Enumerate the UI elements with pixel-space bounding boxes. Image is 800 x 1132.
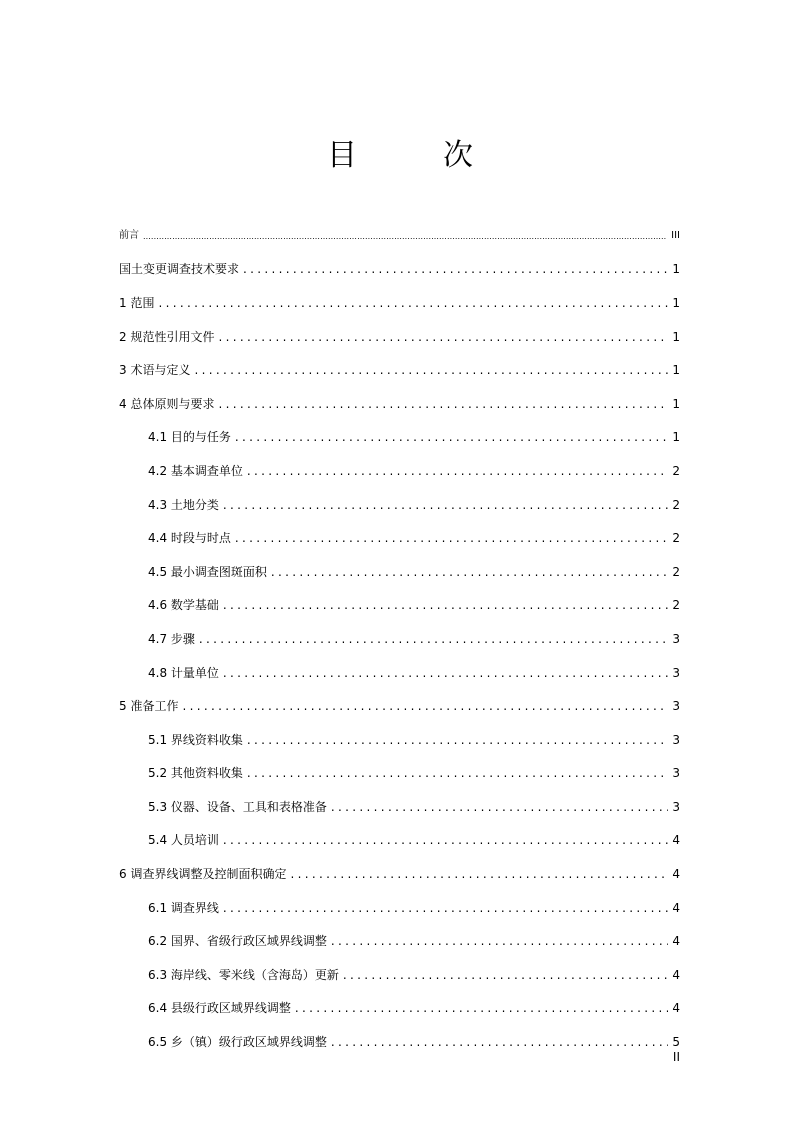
toc-entry-page: 2 — [672, 531, 680, 546]
toc-entry-label: 4.1 目的与任务 — [148, 430, 231, 445]
toc-entry-page: 1 — [672, 430, 680, 445]
leader-dots — [243, 259, 668, 279]
toc-entry-page: 1 — [672, 363, 680, 378]
leader-dots — [223, 898, 668, 918]
toc-entry-label: 6 调查界线调整及控制面积确定 — [119, 867, 287, 882]
toc-entry-label: 4.6 数学基础 — [148, 598, 219, 613]
toc-entry[interactable] — [119, 353, 680, 387]
toc-entry[interactable] — [119, 723, 680, 757]
leader-dots — [295, 998, 668, 1018]
leader-dots — [223, 663, 668, 683]
leader-dots — [235, 528, 668, 548]
leader-dots — [223, 830, 668, 850]
toc-entry-page: III — [671, 229, 680, 241]
toc-entry-page: 4 — [672, 1001, 680, 1016]
toc-entry-label: 6.1 调查界线 — [148, 900, 219, 915]
toc-entry-label: 3 术语与定义 — [119, 363, 191, 378]
toc-entry[interactable] — [119, 253, 680, 287]
toc-entry-page: 3 — [672, 699, 680, 714]
leader-dots — [218, 394, 668, 414]
toc-entry[interactable] — [119, 924, 680, 958]
leader-dots — [223, 495, 668, 515]
toc-entry[interactable] — [119, 555, 680, 589]
leader-dots — [331, 797, 668, 817]
toc-entry-label: 前言 — [119, 229, 139, 241]
toc-entry-page: 4 — [672, 967, 680, 982]
toc-entry[interactable] — [119, 824, 680, 858]
leader-dots — [194, 360, 668, 380]
page-title: 目 次 — [327, 138, 501, 173]
toc-entry-label: 4.4 时段与时点 — [148, 531, 231, 546]
toc-entry[interactable] — [119, 992, 680, 1026]
leader-dots — [199, 629, 668, 649]
toc-entry[interactable] — [119, 320, 680, 354]
table-of-contents — [119, 219, 680, 1059]
toc-entry-label: 4.8 计量单位 — [148, 665, 219, 680]
toc-entry-page: 4 — [672, 900, 680, 915]
toc-entry[interactable] — [119, 689, 680, 723]
toc-entry-page: 3 — [672, 631, 680, 646]
leader-dots — [247, 461, 668, 481]
leader-dots — [271, 562, 668, 582]
toc-entry[interactable] — [119, 421, 680, 455]
toc-entry-label: 6.2 国界、省级行政区域界线调整 — [148, 934, 327, 949]
toc-entry-label: 2 规范性引用文件 — [119, 329, 215, 344]
toc-entry-label: 国土变更调查技术要求 — [119, 262, 240, 277]
toc-entry-page: 2 — [672, 598, 680, 613]
leader-dots — [218, 327, 668, 347]
toc-entry-label: 6.3 海岸线、零米线（含海岛）更新 — [148, 967, 339, 982]
toc-entry-page: 1 — [672, 295, 680, 310]
toc-entry-page: 3 — [672, 799, 680, 814]
toc-entry-page: 4 — [672, 833, 680, 848]
toc-entry[interactable] — [119, 387, 680, 421]
toc-entry-page: 4 — [672, 934, 680, 949]
toc-entry[interactable] — [119, 958, 680, 992]
toc-entry-page: 5 — [672, 1035, 680, 1050]
page-number: II — [672, 1050, 680, 1064]
toc-entry-label: 4.7 步骤 — [148, 631, 195, 646]
toc-entry[interactable] — [119, 521, 680, 555]
toc-entry-label: 4.2 基本调查单位 — [148, 463, 243, 478]
toc-entry-page: 1 — [672, 396, 680, 411]
toc-entry[interactable] — [119, 790, 680, 824]
toc-entry[interactable] — [119, 1025, 680, 1059]
toc-entry-label: 5 准备工作 — [119, 699, 179, 714]
toc-entry[interactable] — [119, 454, 680, 488]
toc-entry-label: 6.4 县级行政区域界线调整 — [148, 1001, 291, 1016]
toc-entry-label: 5.1 界线资料收集 — [148, 732, 243, 747]
toc-entry[interactable] — [119, 656, 680, 690]
toc-entry-label: 6.5 乡（镇）级行政区域界线调整 — [148, 1035, 327, 1050]
toc-entry-preface[interactable] — [119, 219, 680, 253]
toc-entry-page: 3 — [672, 732, 680, 747]
toc-entry[interactable] — [119, 589, 680, 623]
leader-dots — [223, 595, 668, 615]
toc-entry-page: 2 — [672, 564, 680, 579]
toc-entry-page: 1 — [672, 329, 680, 344]
leader-dots — [331, 1032, 668, 1052]
leader-dots — [343, 965, 668, 985]
leader-dots — [143, 225, 667, 247]
toc-entry[interactable] — [119, 757, 680, 791]
toc-entry-page: 2 — [672, 497, 680, 512]
toc-entry-page: 3 — [672, 766, 680, 781]
toc-entry-label: 1 范围 — [119, 295, 155, 310]
toc-entry[interactable] — [119, 857, 680, 891]
toc-entry-label: 4.5 最小调查图斑面积 — [148, 564, 267, 579]
toc-entry-label: 5.3 仪器、设备、工具和表格准备 — [148, 799, 327, 814]
toc-entry-label: 5.4 人员培训 — [148, 833, 219, 848]
leader-dots — [158, 293, 668, 313]
leader-dots — [290, 864, 668, 884]
leader-dots — [182, 696, 668, 716]
toc-entry-page: 3 — [672, 665, 680, 680]
toc-entry-page: 4 — [672, 867, 680, 882]
leader-dots — [235, 427, 668, 447]
toc-entry-label: 5.2 其他资料收集 — [148, 766, 243, 781]
leader-dots — [331, 931, 668, 951]
toc-entry-label: 4.3 土地分类 — [148, 497, 219, 512]
toc-entry-page: 1 — [672, 262, 680, 277]
leader-dots — [247, 763, 668, 783]
toc-entry[interactable] — [119, 891, 680, 925]
toc-entry-page: 2 — [672, 463, 680, 478]
leader-dots — [247, 730, 668, 750]
toc-entry-label: 4 总体原则与要求 — [119, 396, 215, 411]
toc-entry[interactable] — [119, 622, 680, 656]
toc-entry[interactable] — [119, 488, 680, 522]
toc-entry[interactable] — [119, 286, 680, 320]
